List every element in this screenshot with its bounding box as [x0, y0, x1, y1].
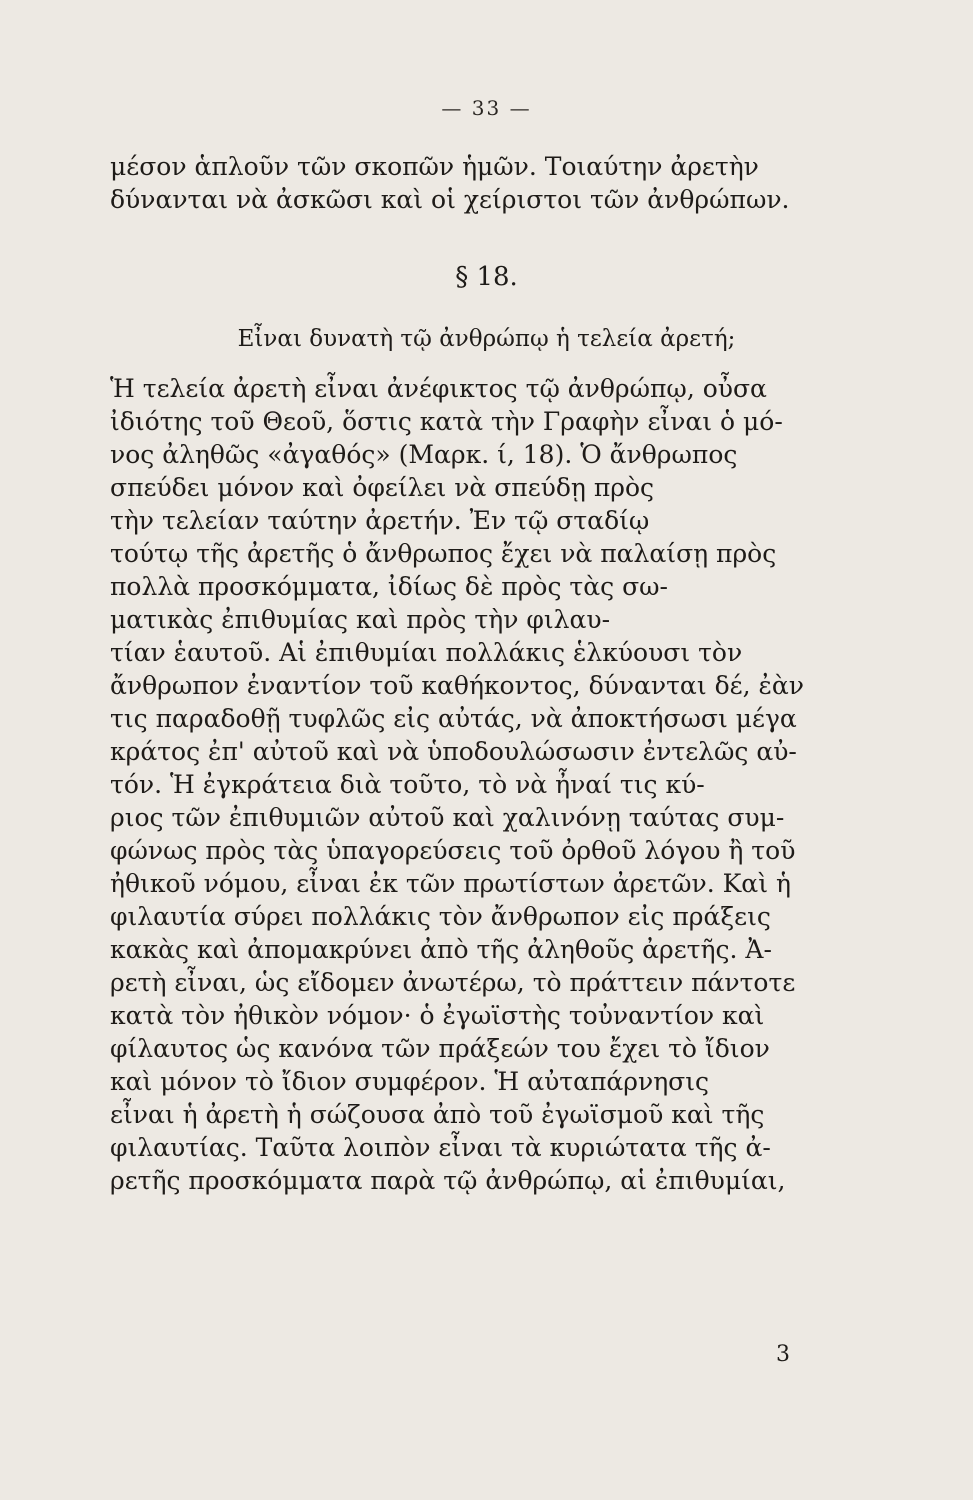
text-line: ματικὰς ἐπιθυμίας καὶ πρὸς τὴν φιλαυ-	[110, 605, 611, 634]
text-line: φιλαυτία σύρει πολλάκις τὸν ἄνθρωπον εἰς πράξεις	[110, 902, 771, 931]
text-line: δύνανται νὰ ἀσκῶσι καὶ οἱ χείριστοι τῶν ἀνθρώπων.	[110, 185, 790, 214]
text-line: φίλαυτος ὡς κανόνα τῶν πράξεών του ἔχει τὸ ἴδιον	[110, 1034, 770, 1063]
text-line: τις παραδοθῇ τυφλῶς εἰς αὐτάς, νὰ ἀποκτήσωσι μέγα	[110, 704, 797, 733]
text-line: εἶναι ἡ ἀρετὴ ἡ σώζουσα ἀπὸ τοῦ ἐγωϊσμοῦ καὶ τῆς	[110, 1100, 765, 1129]
text-line: καὶ μόνον τὸ ἴδιον συμφέρον. Ἡ αὐταπάρνησις	[110, 1067, 710, 1096]
text-line: ἠθικοῦ νόμου, εἶναι ἐκ τῶν πρωτίστων ἀρετῶν. Καὶ ἡ	[110, 869, 791, 898]
signature-mark: 3	[776, 1342, 790, 1367]
intro-paragraph	[110, 150, 790, 216]
text-line: φιλαυτίας. Ταῦτα λοιπὸν εἶναι τὰ κυριώτατα τῆς ἀ-	[110, 1133, 771, 1162]
text-line: μέσον ἁπλοῦν τῶν σκοπῶν ἡμῶν. Τοιαύτην ἀρετὴν	[110, 152, 759, 181]
text-line: φώνως πρὸς τὰς ὑπαγορεύσεις τοῦ ὀρθοῦ λόγου ἢ τοῦ	[110, 836, 796, 865]
text-line: σπεύδει μόνον καὶ ὀφείλει νὰ σπεύδῃ πρὸς	[110, 473, 655, 502]
text-line: τίαν ἑαυτοῦ. Αἱ ἐπιθυμίαι πολλάκις ἑλκύουσι τὸν	[110, 638, 743, 667]
text-line: Ἡ τελεία ἀρετὴ εἶναι ἀνέφικτος τῷ ἀνθρώπῳ, οὖσα	[110, 374, 767, 403]
text-line: ἰδιότης τοῦ Θεοῦ, ὅστις κατὰ τὴν Γραφὴν εἶναι ὁ μό-	[110, 407, 783, 436]
text-line: ριος τῶν ἐπιθυμιῶν αὐτοῦ καὶ χαλινόνῃ ταύτας συμ-	[110, 803, 785, 832]
text-line: κακὰς καὶ ἀπομακρύνει ἀπὸ τῆς ἀληθοῦς ἀρετῆς. Ἀ-	[110, 935, 772, 964]
text-line: ρετῆς προσκόμματα παρὰ τῷ ἀνθρώπῳ, αἱ ἐπιθυμίαι,	[110, 1166, 786, 1195]
text-line: κράτος ἐπ' αὐτοῦ καὶ νὰ ὑποδουλώσωσιν ἐντελῶς αὐ-	[110, 737, 797, 766]
text-line: κατὰ τὸν ἠθικὸν νόμον· ὁ ἐγωϊστὴς τοὐναντίον καὶ	[110, 1001, 765, 1030]
text-line: τόν. Ἡ ἐγκράτεια διὰ τοῦτο, τὸ νὰ ἦναί τις κύ-	[110, 770, 705, 799]
page-number: — 33 —	[441, 96, 532, 120]
text-line: πολλὰ προσκόμματα, ἰδίως δὲ πρὸς τὰς σω-	[110, 572, 668, 601]
text-line: ρετὴ εἶναι, ὡς εἴδομεν ἀνωτέρω, τὸ πράττειν πάντοτε	[110, 968, 796, 997]
text-line: τούτῳ τῆς ἀρετῆς ὁ ἄνθρωπος ἔχει νὰ παλαίσῃ πρὸς	[110, 539, 777, 568]
body-paragraph	[110, 372, 804, 1197]
text-line: νος ἀληθῶς «ἀγαθός» (Μαρκ. ί, 18). Ὁ ἄνθρωπος	[110, 440, 738, 469]
text-line: ἄνθρωπον ἐναντίον τοῦ καθήκοντος, δύνανται δέ, ἐὰν	[110, 671, 804, 700]
text-line: τὴν τελείαν ταύτην ἀρετήν. Ἐν τῷ σταδίῳ	[110, 506, 650, 535]
section-heading: § 18.	[455, 262, 518, 292]
section-question: Εἶναι δυνατὴ τῷ ἀνθρώπῳ ἡ τελεία ἀρετή;	[237, 326, 736, 352]
